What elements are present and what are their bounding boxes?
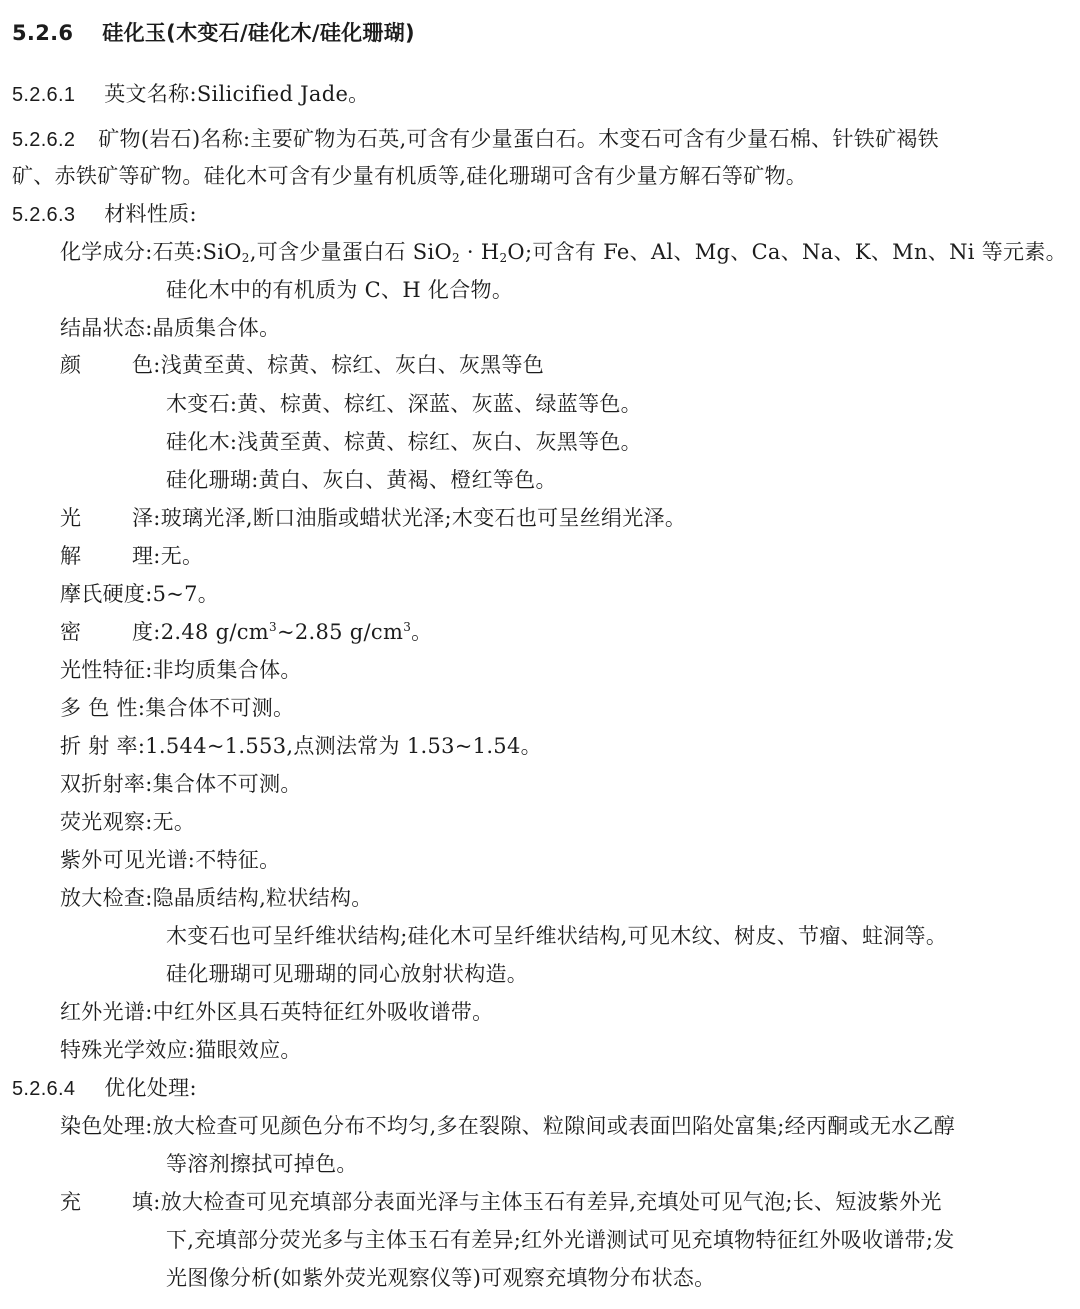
material-properties-heading	[12, 199, 197, 230]
property-value: 非均质集合体。	[152, 658, 302, 682]
chem-text: ,可含少量蛋白石 SiO	[249, 240, 452, 264]
density-line	[60, 617, 432, 647]
enhancement-heading	[12, 1073, 197, 1104]
property-value: 放大检查可见充填部分表面光泽与主体玉石有差异,充填处可见气泡;长、短波紫外光	[160, 1190, 942, 1214]
property-label: 折 射 率:	[60, 734, 146, 758]
section-heading	[12, 18, 415, 48]
property-label: 结晶状态:	[60, 316, 153, 340]
english-name: 英文名称:Silicified Jade。	[104, 82, 370, 106]
magnification-line-3: 硅化珊瑚可见珊瑚的同心放射状构造。	[166, 962, 529, 986]
property-value: 无。	[160, 544, 204, 568]
property-label: 双折射率:	[60, 772, 153, 796]
magnification-line-2: 木变石也可呈纤维状结构;硅化木可呈纤维状结构,可见木纹、树皮、节瘤、蛀洞等。	[166, 924, 948, 948]
property-label-part: 理:	[132, 544, 161, 568]
section-title: 硅化玉(木变石/硅化木/硅化珊瑚)	[102, 21, 415, 45]
cleavage-line	[60, 541, 203, 571]
refractive-index-line	[60, 731, 542, 761]
density-value: 。	[411, 620, 433, 644]
property-label-part: 解	[60, 544, 82, 568]
pleochroism-line	[60, 693, 294, 723]
birefringence-line	[60, 769, 302, 799]
property-value: 不特征。	[195, 848, 281, 872]
chem-text: · H	[459, 240, 500, 264]
property-label: 多 色 性:	[60, 696, 146, 720]
special-optical-effect-line	[60, 1035, 302, 1065]
property-label: 荧光观察:	[60, 810, 153, 834]
property-value: 中红外区具石英特征红外吸收谱带。	[152, 1000, 494, 1024]
superscript: 3	[269, 620, 277, 634]
property-label: 化学成分:	[60, 240, 153, 264]
property-label-part: 密	[60, 620, 82, 644]
uv-vis-spectrum-line	[60, 845, 280, 875]
color-line-1	[60, 350, 544, 380]
subscript: 2	[499, 251, 508, 265]
property-value: 浅黄至黄、棕黄、棕红、灰白、灰黑等色	[160, 353, 545, 377]
property-value: 集合体不可测。	[152, 772, 302, 796]
section-number: 5.2.6	[12, 21, 74, 45]
filling-line-1	[60, 1187, 942, 1217]
chem-text: 石英:SiO	[152, 240, 242, 264]
color-line-4: 硅化珊瑚:黄白、灰白、黄褐、橙红等色。	[166, 468, 557, 492]
clause-number: 5.2.6.4	[12, 1078, 76, 1100]
density-value: ~2.85 g/cm	[276, 620, 404, 644]
chem-text: O;可含有 Fe、Al、Mg、Ca、Na、K、Mn、Ni 等元素。	[507, 240, 1067, 264]
dyeing-line-1	[60, 1111, 955, 1141]
property-value: 1.544~1.553,点测法常为 1.53~1.54。	[145, 734, 542, 758]
hardness-line	[60, 579, 219, 609]
property-value: 集合体不可测。	[145, 696, 295, 720]
density-value: 2.48 g/cm	[160, 620, 270, 644]
heading-text: 材料性质:	[104, 202, 197, 226]
property-label-part: 光	[60, 506, 82, 530]
crystal-state-line	[60, 313, 280, 343]
property-value: 隐晶质结构,粒状结构。	[152, 886, 373, 910]
subscript: 2	[452, 251, 460, 265]
color-line-3: 硅化木:浅黄至黄、棕黄、棕红、灰白、灰黑等色。	[166, 430, 642, 454]
english-name-line	[12, 79, 369, 110]
property-value: 5~7。	[152, 582, 220, 606]
filling-line-3: 光图像分析(如紫外荧光观察仪等)可观察充填物分布状态。	[166, 1266, 716, 1290]
mineral-name-text-1: 矿物(岩石)名称:主要矿物为石英,可含有少量蛋白石。木变石可含有少量石棉、针铁矿褐铁	[98, 127, 939, 151]
chemical-composition-line-1	[60, 237, 1067, 267]
property-value: 猫眼效应。	[195, 1038, 302, 1062]
superscript: 3	[403, 620, 412, 634]
infrared-spectrum-line	[60, 997, 493, 1027]
dyeing-line-2: 等溶剂擦拭可掉色。	[166, 1152, 358, 1176]
filling-line-2: 下,充填部分荧光多与主体玉石有差异;红外光谱测试可见充填物特征红外吸收谱带;发	[166, 1228, 955, 1252]
property-label: 放大检查:	[60, 886, 153, 910]
property-label: 紫外可见光谱:	[60, 848, 196, 872]
property-label-part: 度:	[132, 620, 161, 644]
property-label: 染色处理:	[60, 1114, 153, 1138]
clause-number: 5.2.6.2	[12, 129, 76, 151]
mineral-name-line-2: 矿、赤铁矿等矿物。硅化木可含有少量有机质等,硅化珊瑚可含有少量方解石等矿物。	[12, 164, 808, 188]
magnification-line-1	[60, 883, 373, 913]
fluorescence-line	[60, 807, 195, 837]
property-value: 玻璃光泽,断口油脂或蜡状光泽;木变石也可呈丝绢光泽。	[160, 506, 687, 530]
property-label-part: 色:	[132, 353, 161, 377]
property-value: 晶质集合体。	[152, 316, 281, 340]
property-value: 无。	[152, 810, 196, 834]
clause-number: 5.2.6.3	[12, 204, 76, 226]
property-label-part: 填:	[132, 1190, 161, 1214]
property-label: 红外光谱:	[60, 1000, 153, 1024]
property-label: 特殊光学效应:	[60, 1038, 196, 1062]
subscript: 2	[241, 251, 250, 265]
heading-text: 优化处理:	[104, 1076, 197, 1100]
clause-number: 5.2.6.1	[12, 84, 76, 106]
luster-line	[60, 503, 686, 533]
property-value: 放大检查可见颜色分布不均匀,多在裂隙、粒隙间或表面凹陷处富集;经丙酮或无水乙醇	[152, 1114, 956, 1138]
property-label: 摩氏硬度:	[60, 582, 153, 606]
color-line-2: 木变石:黄、棕黄、棕红、深蓝、灰蓝、绿蓝等色。	[166, 392, 642, 416]
property-label-part: 泽:	[132, 506, 161, 530]
property-label-part: 充	[60, 1190, 82, 1214]
property-label: 光性特征:	[60, 658, 153, 682]
property-label-part: 颜	[60, 353, 82, 377]
optic-character-line	[60, 655, 302, 685]
mineral-name-line-1	[12, 124, 939, 155]
chemical-composition-line-2: 硅化木中的有机质为 C、H 化合物。	[166, 278, 514, 302]
